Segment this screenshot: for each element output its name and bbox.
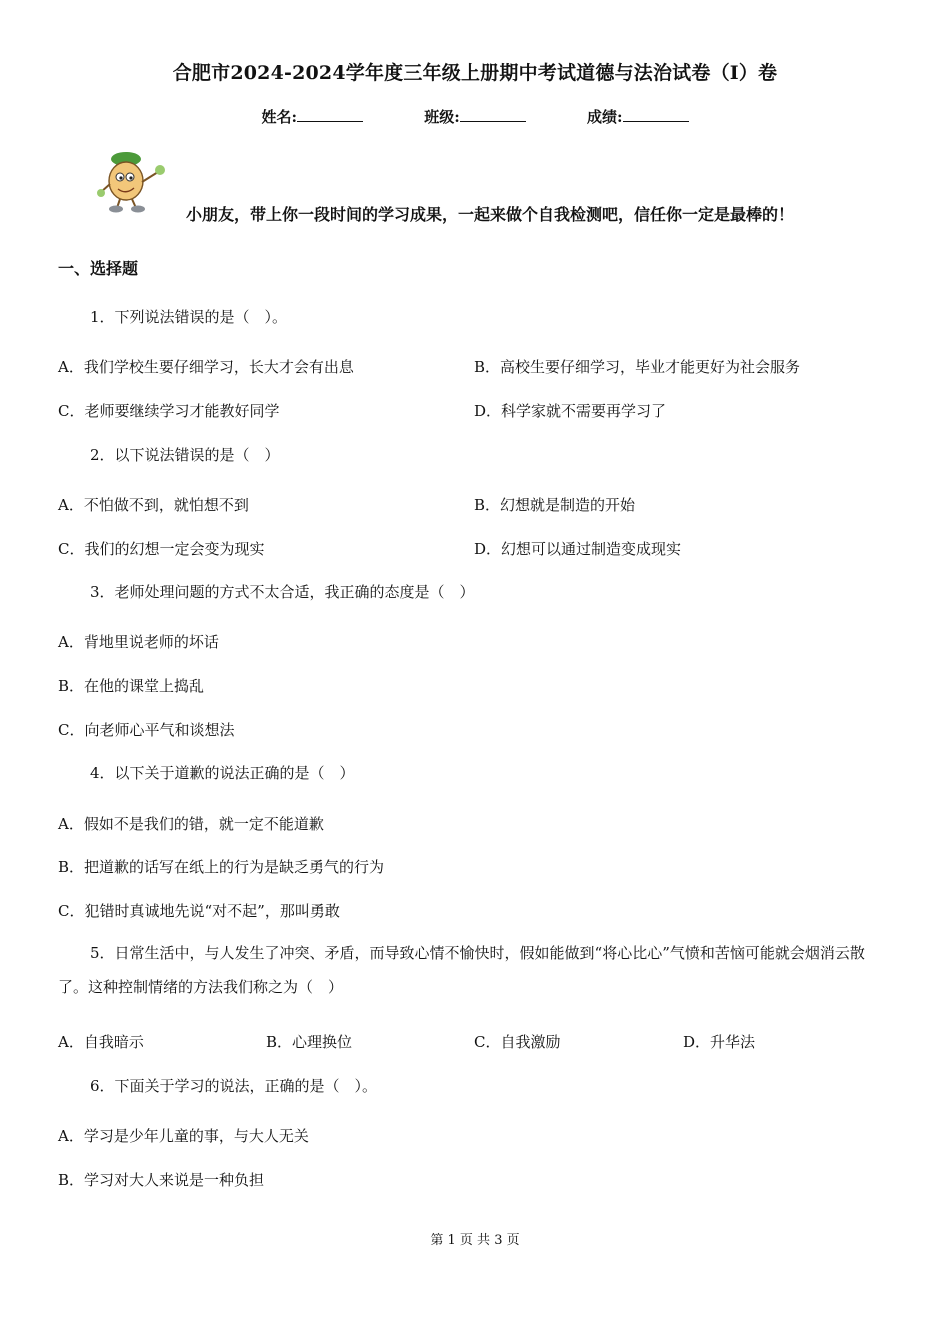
question-1-stem: 1．下列说法错误的是（ ）。 bbox=[90, 308, 288, 326]
question-3-option-b[interactable]: B．在他的课堂上捣乱 bbox=[58, 677, 205, 695]
question-4-option-a[interactable]: A．假如不是我们的错，就一定不能道歉 bbox=[58, 815, 324, 833]
question-4-option-c[interactable]: C．犯错时真诚地先说“对不起”，那叫勇敢 bbox=[58, 902, 340, 920]
question-3-option-c[interactable]: C．向老师心平气和谈想法 bbox=[58, 721, 235, 739]
question-5-option-d[interactable]: D．升华法 bbox=[683, 1033, 756, 1051]
question-6-option-a[interactable]: A．学习是少年儿童的事，与大人无关 bbox=[58, 1127, 309, 1145]
score-blank bbox=[623, 107, 689, 122]
question-1-option-a[interactable]: A．我们学校生要仔细学习，长大才会有出息 bbox=[58, 358, 354, 376]
score-label: 成绩: bbox=[587, 108, 623, 126]
student-info-row bbox=[0, 106, 950, 127]
intro-text: 小朋友，带上你一段时间的学习成果，一起来做个自我检测吧，信任你一定是最棒的！ bbox=[186, 205, 795, 224]
question-1-option-c[interactable]: C．老师要继续学习才能教好同学 bbox=[58, 402, 280, 420]
question-4-stem: 4．以下关于道歉的说法正确的是（ ） bbox=[90, 764, 355, 782]
question-5-option-b[interactable]: B．心理换位 bbox=[266, 1033, 353, 1051]
mascot-cartoon-icon bbox=[96, 148, 176, 214]
question-3-option-a[interactable]: A．背地里说老师的坏话 bbox=[58, 633, 219, 651]
class-field bbox=[424, 106, 526, 127]
class-label: 班级: bbox=[424, 108, 460, 126]
exam-title: 合肥市2024-2024学年度三年级上册期中考试道德与法治试卷（I）卷 bbox=[172, 62, 778, 84]
question-4-option-b[interactable]: B．把道歉的话写在纸上的行为是缺乏勇气的行为 bbox=[58, 858, 385, 876]
name-blank bbox=[297, 107, 363, 122]
score-field bbox=[587, 106, 689, 127]
question-1-option-d[interactable]: D．科学家就不需要再学习了 bbox=[474, 402, 667, 420]
name-field bbox=[261, 106, 363, 127]
question-2-option-a[interactable]: A．不怕做不到，就怕想不到 bbox=[58, 496, 249, 514]
section-title: 一、选择题 bbox=[58, 259, 139, 278]
question-2-option-c[interactable]: C．我们的幻想一定会变为现实 bbox=[58, 540, 265, 558]
question-5-option-c[interactable]: C．自我激励 bbox=[474, 1033, 561, 1051]
question-2-stem: 2．以下说法错误的是（ ） bbox=[90, 446, 280, 464]
question-1-option-b[interactable]: B．高校生要仔细学习，毕业才能更好为社会服务 bbox=[474, 358, 801, 376]
question-6-stem: 6．下面关于学习的说法，正确的是（ ）。 bbox=[90, 1077, 378, 1095]
question-2-option-d[interactable]: D．幻想可以通过制造变成现实 bbox=[474, 540, 682, 558]
class-blank bbox=[460, 107, 526, 122]
name-label: 姓名: bbox=[261, 108, 297, 126]
question-5-stem: 5．日常生活中，与人发生了冲突、矛盾，而导致心情不愉快时，假如能做到“将心比心”气愤和苦恼可能就会烟消云散了。这种控制情绪的方法我们称之为（ ） bbox=[58, 944, 865, 996]
question-5-option-a[interactable]: A．自我暗示 bbox=[58, 1033, 144, 1051]
question-2-option-b[interactable]: B．幻想就是制造的开始 bbox=[474, 496, 636, 514]
page-number: 第 1 页 共 3 页 bbox=[430, 1233, 520, 1248]
question-6-option-b[interactable]: B．学习对大人来说是一种负担 bbox=[58, 1171, 265, 1189]
question-3-stem: 3．老师处理问题的方式不太合适，我正确的态度是（ ） bbox=[90, 583, 475, 601]
